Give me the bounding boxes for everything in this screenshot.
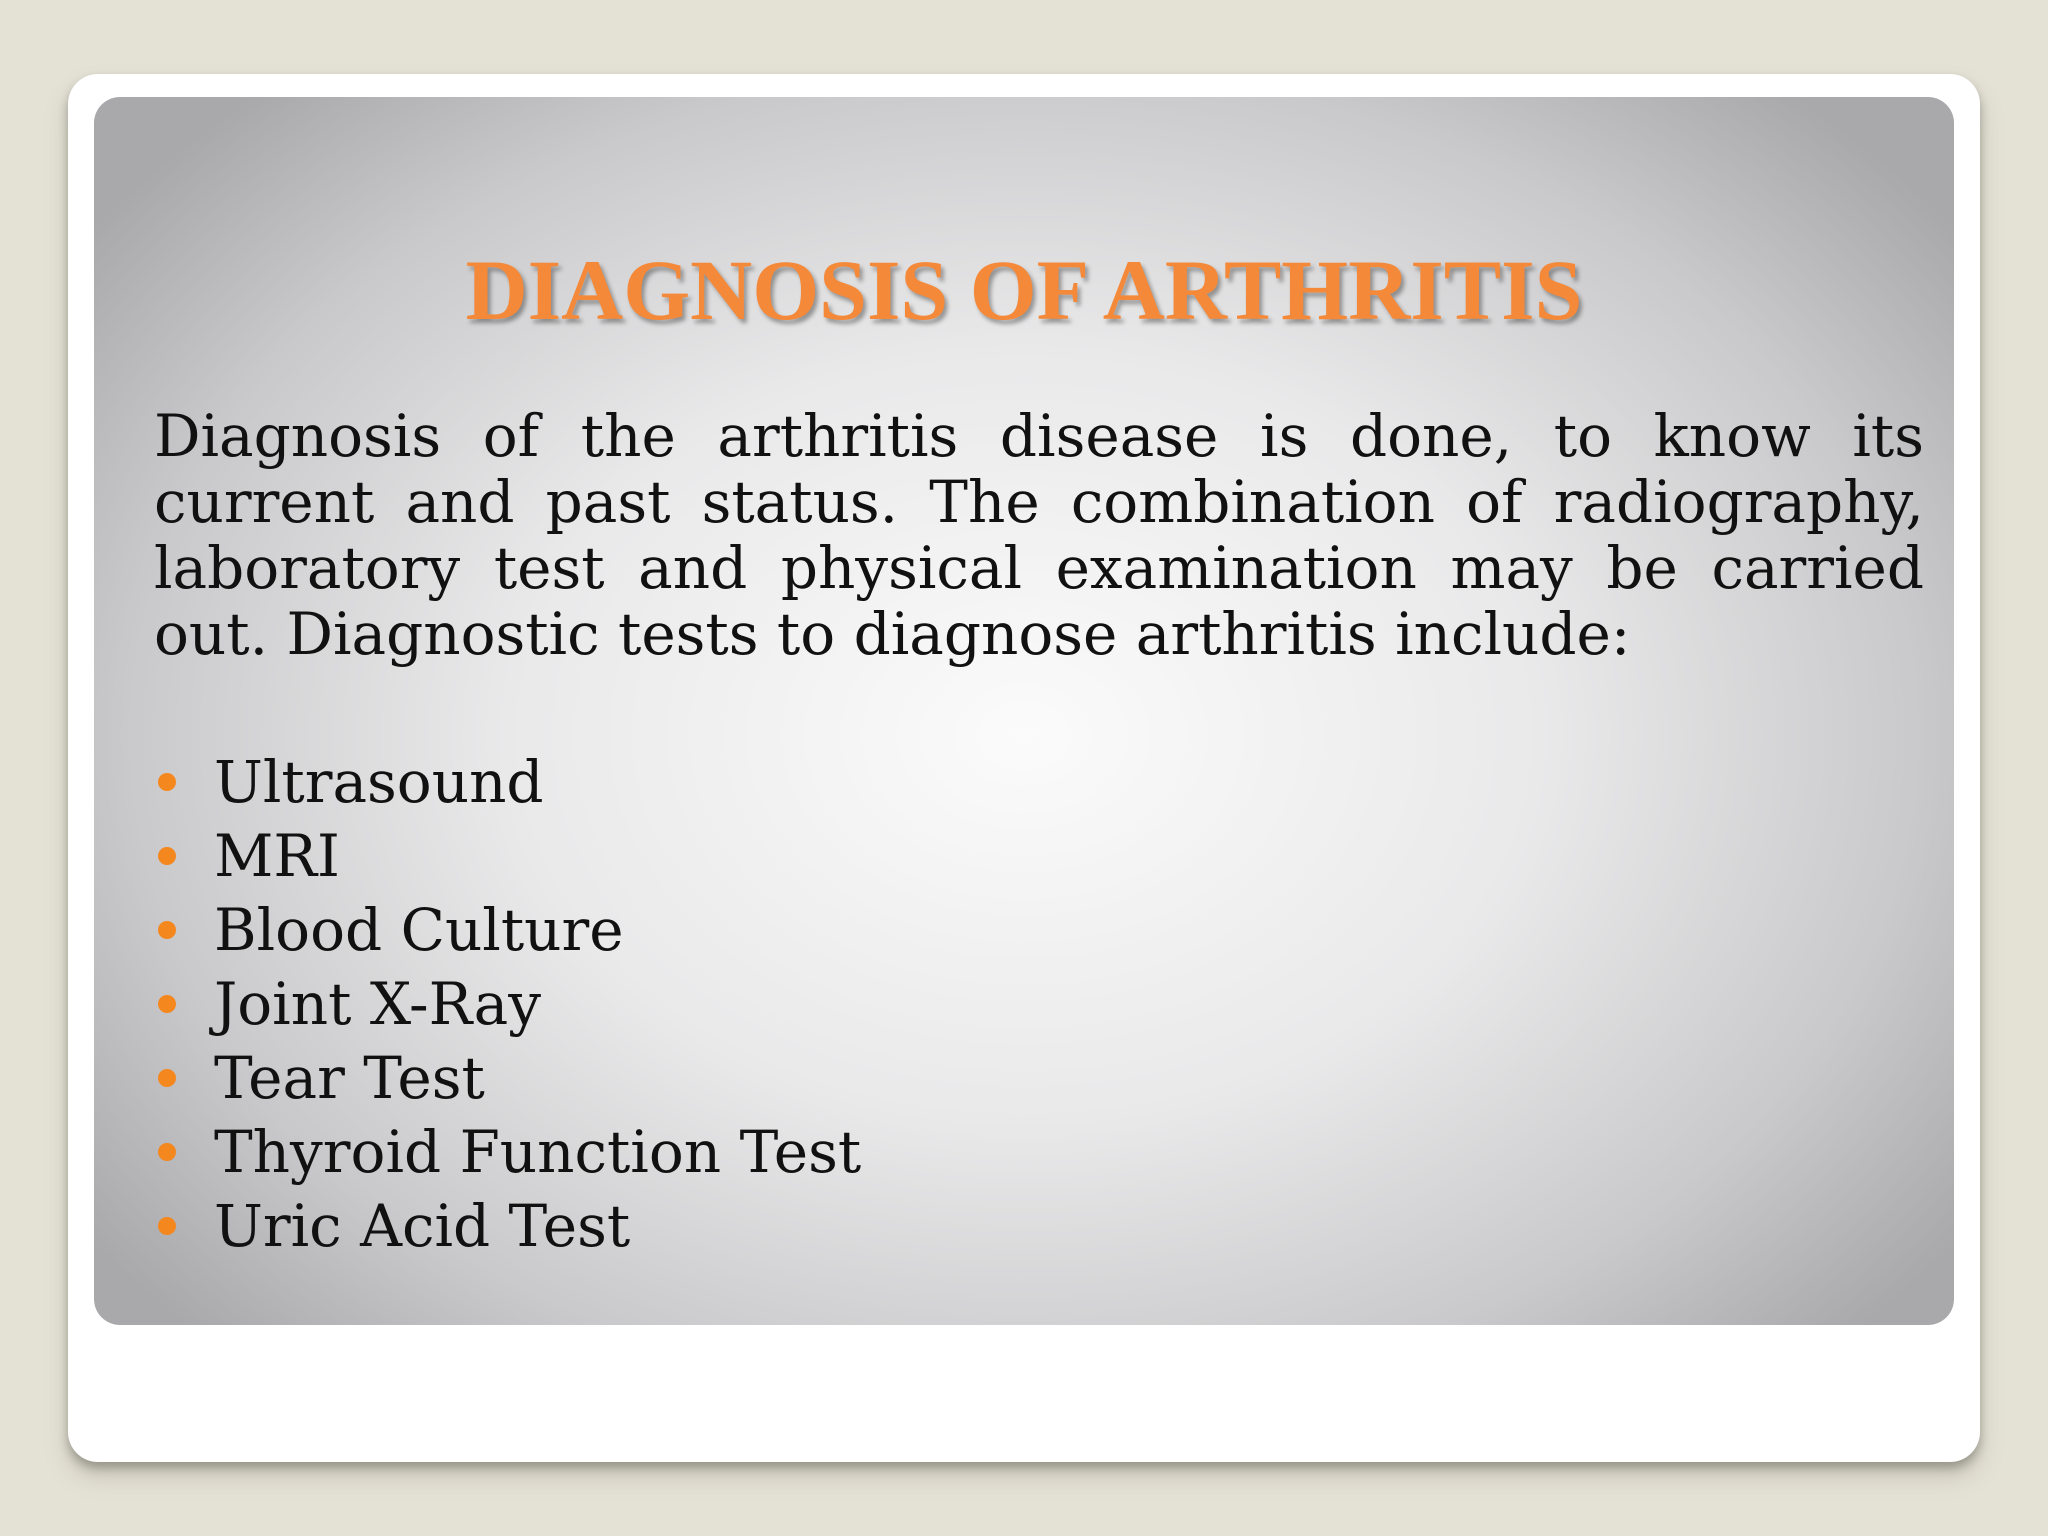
list-item-label: Thyroid Function Test [214,1118,862,1186]
bullet-icon [158,921,176,939]
list-item-label: Joint X-Ray [214,970,541,1038]
bullet-icon [158,847,176,865]
slide-title: DIAGNOSIS OF ARTHRITIS [465,242,1583,338]
list-item-label: Tear Test [214,1044,485,1112]
bullet-icon [158,995,176,1013]
bullet-icon [158,1143,176,1161]
bullet-icon [158,773,176,791]
list-item-label: Ultrasound [214,748,544,816]
list-item-label: Blood Culture [214,896,624,964]
intro-paragraph: Diagnosis of the arthritis disease is done, to know its current and past status. The combination of radiography, laboratory test and physical examination may be carried out. Diagnostic tests to diagnose arthritis include: [154,402,1924,668]
bullet-icon [158,1069,176,1087]
bullet-icon [158,1217,176,1235]
list-item-label: MRI [214,822,340,890]
list-item-label: Uric Acid Test [214,1192,631,1260]
